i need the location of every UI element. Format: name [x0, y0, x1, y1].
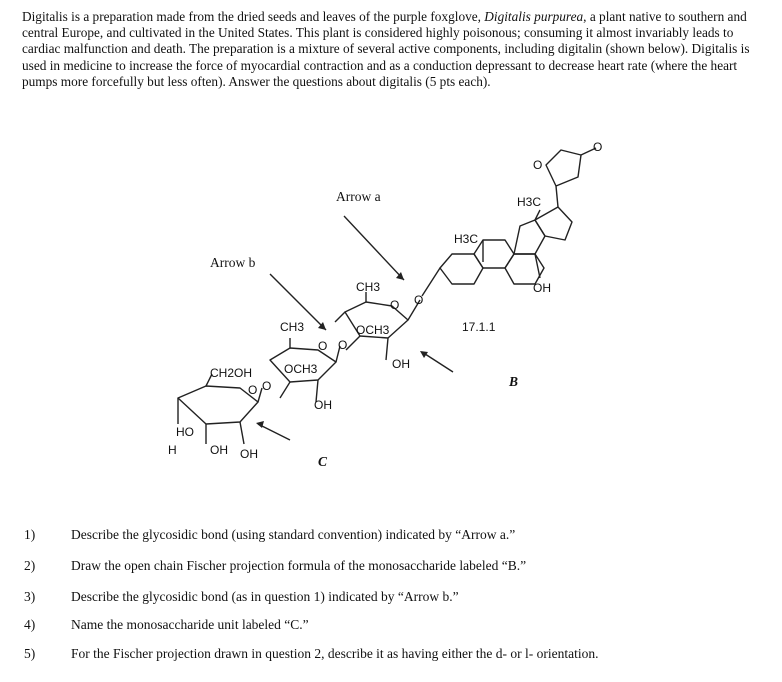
o-lactone: O [533, 158, 543, 172]
och3-b: OCH3 [284, 362, 318, 376]
arrow-b-label: Arrow b [210, 255, 256, 270]
o-link2: O [338, 338, 348, 352]
o-ring2: O [318, 339, 328, 353]
intro-text-1: Digitalis is a preparation made from the dried seeds and leaves of the purple foxglove, [22, 9, 485, 24]
h-bottom: H [168, 443, 177, 457]
intro-text-2: , a plant native to southern and central Europe, and cultivated in the United States. This plant is considered highly poisonous; consuming it almost invariably leads to cardiac malfunction and death. The preparation is a mixture of several active components, including digitalin (shown below). Digitalis is used in medicine to increase the force of myocardial contraction and as a conduction depressant to decrease heart rate (where the heart pumps more forcefully but less often). Answer the questions about digitalis (5 pts each). [22, 9, 750, 89]
h3c-top: H3C [517, 195, 542, 209]
oh-bottom2: OH [240, 447, 258, 461]
label-c: C [318, 454, 328, 469]
oh-mid: OH [314, 398, 332, 412]
figure-number: 17.1.1 [462, 320, 496, 334]
ch3-b: CH3 [280, 320, 305, 334]
o-link1: O [414, 293, 424, 307]
ch2oh: CH2OH [210, 366, 253, 380]
lactone-ring [546, 148, 596, 207]
o-carbonyl: O [593, 140, 603, 154]
oh-bottom: OH [210, 443, 228, 457]
o-link3: O [262, 379, 272, 393]
oh-steroid: OH [533, 281, 551, 295]
o-ring1: O [390, 298, 400, 312]
ho: HO [176, 425, 194, 439]
label-b: B [509, 374, 519, 389]
h3c-mid: H3C [454, 232, 479, 246]
och3-a: OCH3 [356, 323, 390, 337]
arrow-a-label: Arrow a [336, 189, 381, 204]
oh-right: OH [392, 357, 410, 371]
ch3-a: CH3 [356, 280, 381, 294]
species-name: Digitalis purpurea [484, 9, 584, 24]
o-ring3: O [248, 383, 258, 397]
